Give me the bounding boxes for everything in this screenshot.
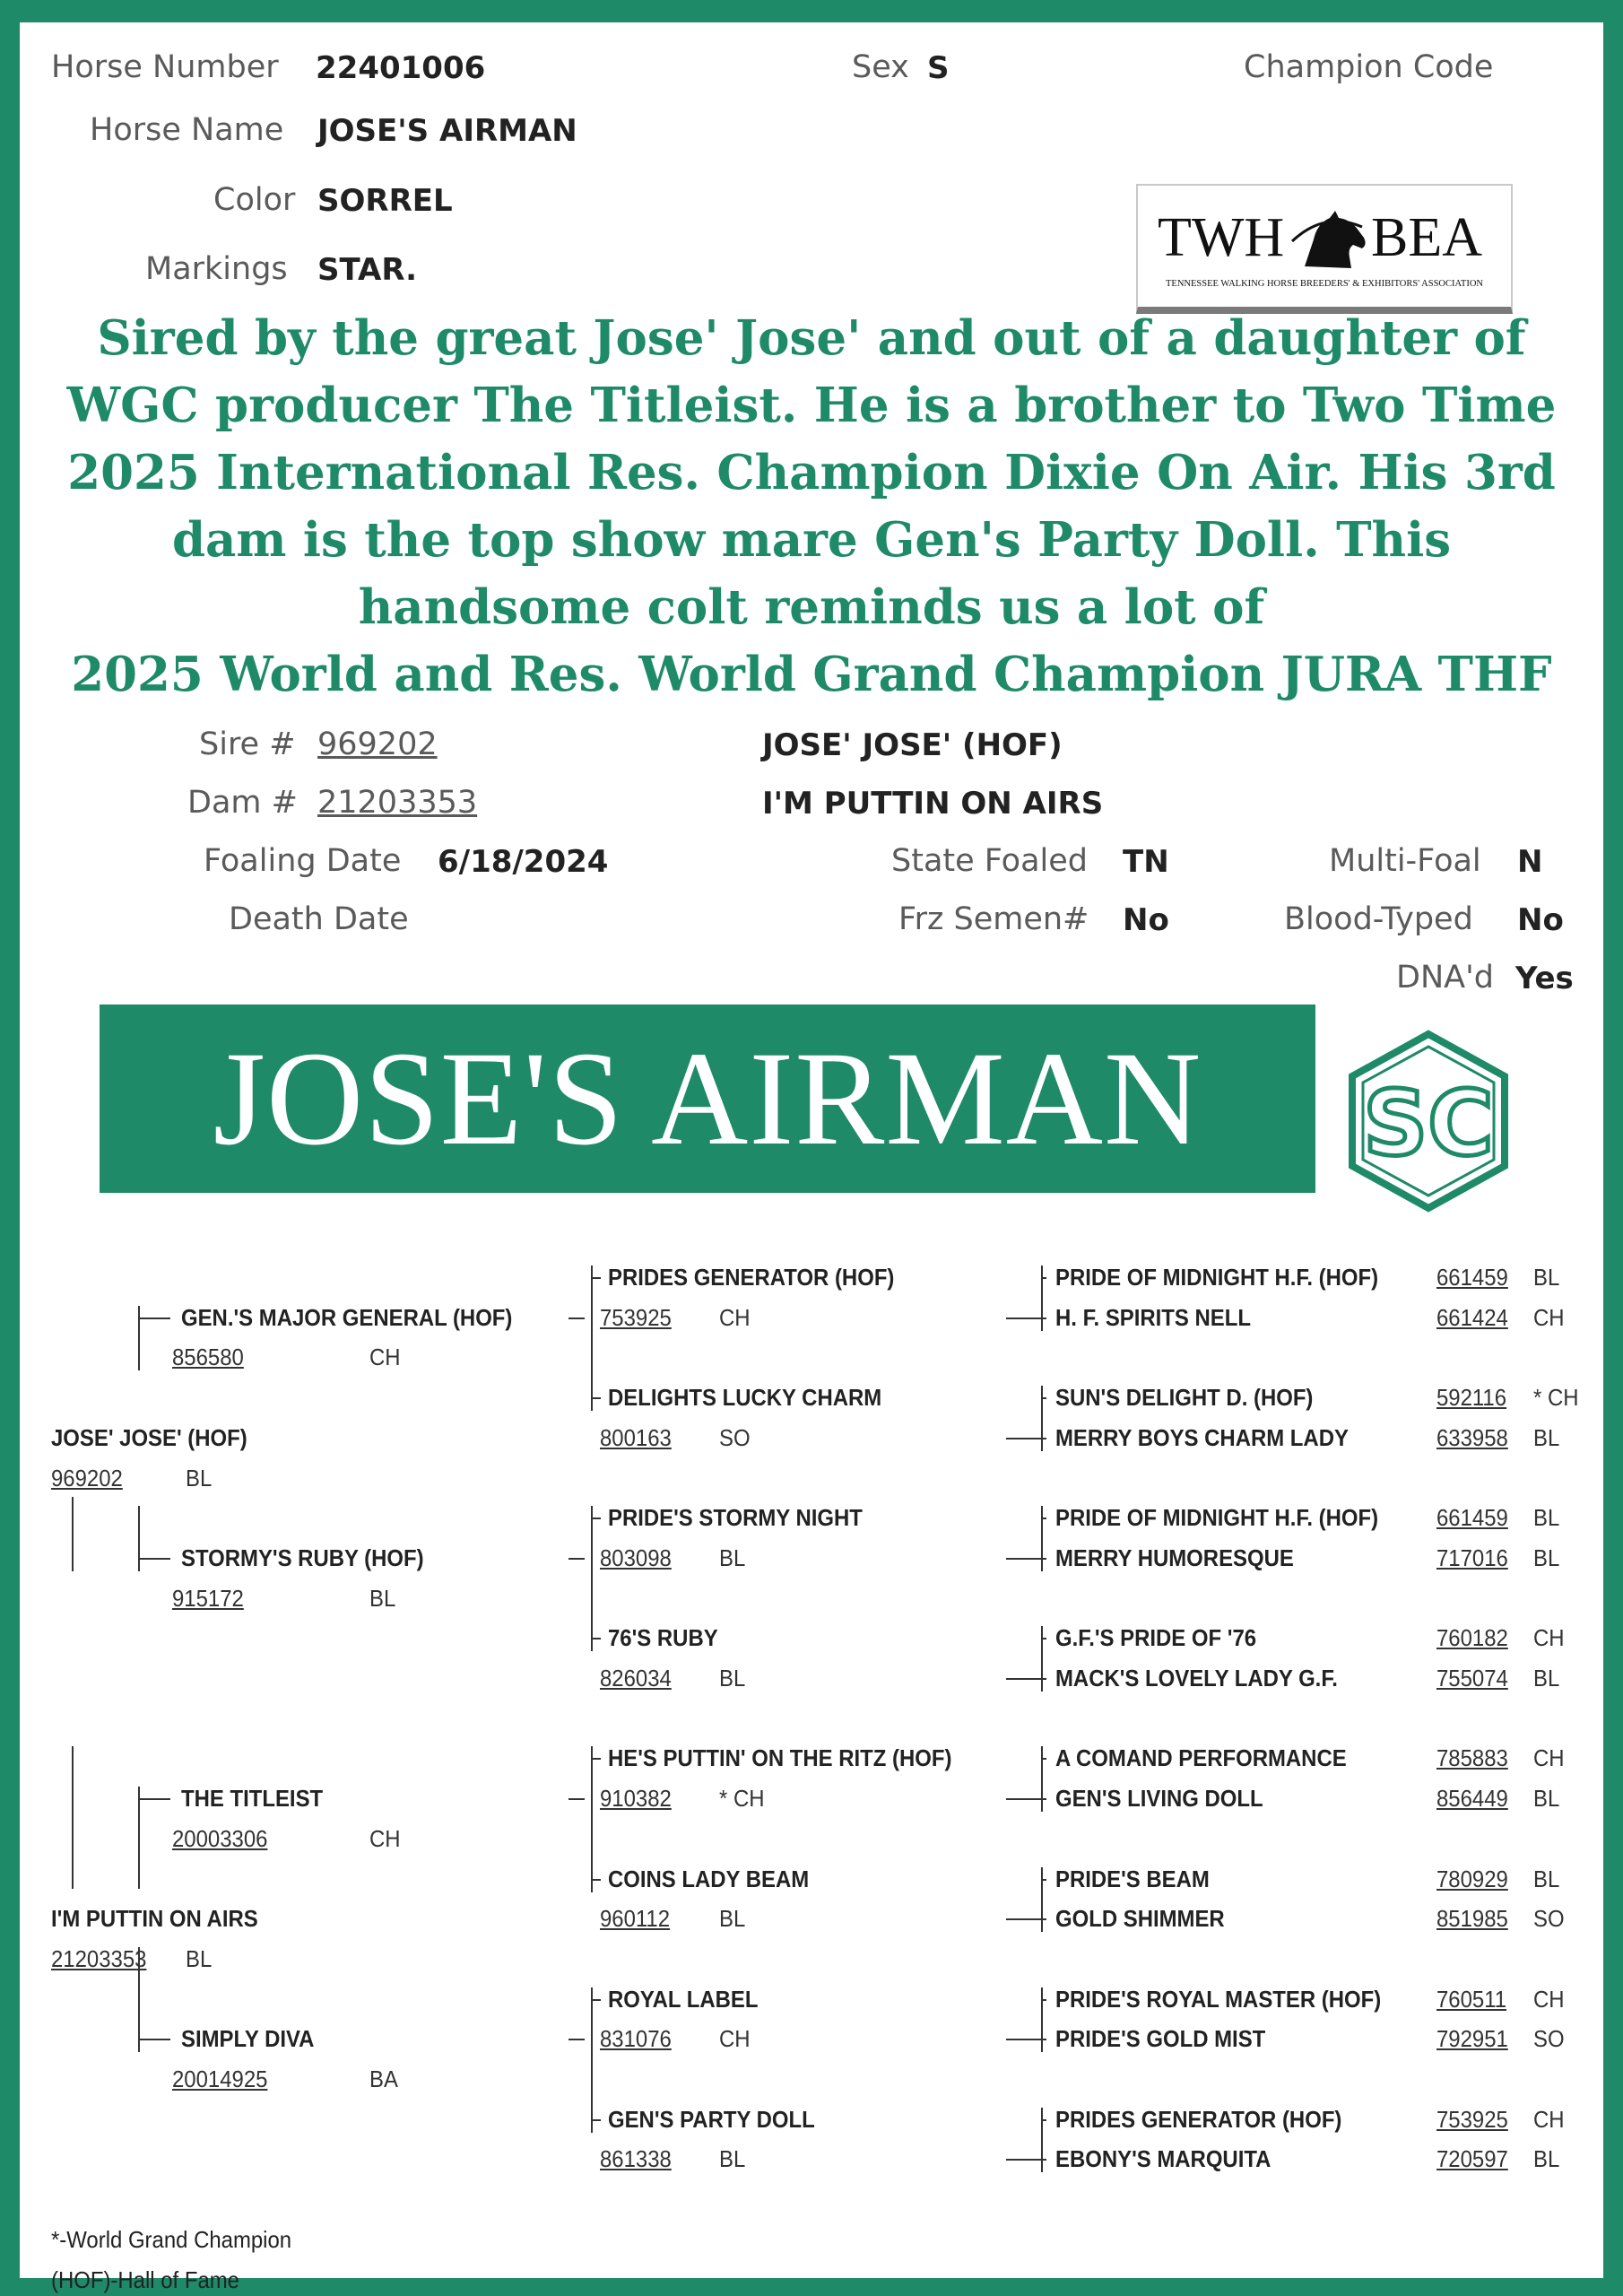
pedigree-gen4-color: BL bbox=[1533, 1424, 1560, 1451]
multi-foal-label: Multi-Foal bbox=[1329, 843, 1481, 879]
pedigree-gen4-name: PRIDE'S GOLD MIST bbox=[1055, 2025, 1266, 2052]
pedigree-gen3-name: HE'S PUTTIN' ON THE RITZ (HOF) bbox=[608, 1744, 952, 1771]
pedigree-gen3-number[interactable]: 800163 bbox=[600, 1424, 672, 1451]
pedigree-gen3-color: BL bbox=[719, 1905, 746, 1932]
pedigree-gen4-number[interactable]: 780929 bbox=[1436, 1866, 1508, 1892]
pedigree-gen4-color: CH bbox=[1533, 1304, 1565, 1331]
pedigree-dam-number[interactable]: 21203353 bbox=[51, 1945, 147, 1972]
pedigree-sire-number[interactable]: 969202 bbox=[51, 1465, 123, 1492]
description-line: 2025 International Res. Champion Dixie On Air. His 3rd bbox=[67, 445, 1556, 500]
pedigree-gen4-number[interactable]: 661424 bbox=[1436, 1304, 1508, 1331]
foaling-date-label: Foaling Date bbox=[204, 843, 402, 879]
pedigree-gen3-color: CH bbox=[719, 1304, 751, 1331]
pedigree-gen4-number[interactable]: 592116 bbox=[1436, 1384, 1507, 1411]
color-label: Color bbox=[213, 182, 296, 218]
pedigree-gen4-color: CH bbox=[1533, 2106, 1565, 2133]
frz-semen-label: Frz Semen# bbox=[898, 901, 1089, 937]
pedigree-gen3-number[interactable]: 910382 bbox=[600, 1785, 672, 1812]
description-line: WGC producer The Titleist. He is a brother to Two Time bbox=[66, 378, 1557, 433]
pedigree-gen3-color: SO bbox=[719, 1424, 751, 1451]
pedigree-gen2-color: CH bbox=[369, 1825, 401, 1852]
blood-typed-value: No bbox=[1517, 902, 1564, 938]
pedigree-gen4-name: GOLD SHIMMER bbox=[1055, 1905, 1225, 1932]
pedigree-sheet bbox=[20, 22, 1603, 2293]
description-line: 2025 World and Res. World Grand Champion JURA THF bbox=[71, 647, 1552, 702]
pedigree-gen4-name: H. F. SPIRITS NELL bbox=[1055, 1304, 1251, 1331]
pedigree-gen4-number[interactable]: 755074 bbox=[1436, 1665, 1508, 1692]
pedigree-gen4-number[interactable]: 661459 bbox=[1436, 1504, 1508, 1531]
pedigree-gen3-name: COINS LADY BEAM bbox=[608, 1866, 810, 1892]
pedigree-gen3-name: 76'S RUBY bbox=[608, 1624, 718, 1651]
description-line: handsome colt reminds us a lot of bbox=[358, 579, 1265, 635]
svg-text:TENNESSEE WALKING HORSE BREEDE: TENNESSEE WALKING HORSE BREEDERS' & EXHIBITORS' ASSOCIATION bbox=[1166, 279, 1483, 289]
pedigree-gen3-color: BL bbox=[719, 2145, 746, 2172]
horse-name-label: Horse Name bbox=[90, 112, 284, 148]
multi-foal-value: N bbox=[1517, 844, 1543, 880]
dam-name: I'M PUTTIN ON AIRS bbox=[762, 786, 1104, 822]
dna-value: Yes bbox=[1515, 961, 1574, 996]
pedigree-gen4-name: PRIDE'S BEAM bbox=[1055, 1866, 1210, 1892]
foaling-date-value: 6/18/2024 bbox=[438, 844, 609, 880]
pedigree-gen4-number[interactable]: 720597 bbox=[1436, 2145, 1508, 2172]
pedigree-gen3-color: * CH bbox=[719, 1785, 765, 1812]
pedigree-gen2-color: BA bbox=[369, 2066, 398, 2092]
dna-label: DNA'd bbox=[1396, 960, 1494, 996]
horse-number-label: Horse Number bbox=[51, 49, 279, 85]
pedigree-gen4-color: BL bbox=[1533, 1866, 1560, 1892]
pedigree-gen4-name: MERRY BOYS CHARM LADY bbox=[1055, 1424, 1349, 1451]
legend-world-champion: *-World Grand Champion bbox=[51, 2226, 292, 2253]
dam-number-link[interactable]: 21203353 bbox=[317, 785, 478, 821]
pedigree-gen3-color: CH bbox=[719, 2025, 751, 2052]
pedigree-gen2-name: THE TITLEIST bbox=[181, 1785, 324, 1812]
color-value: SORREL bbox=[317, 183, 453, 219]
twhbea-logo-graphic bbox=[1138, 186, 1511, 307]
pedigree-sire-color: BL bbox=[186, 1465, 213, 1492]
pedigree-gen4-color: BL bbox=[1533, 1264, 1560, 1291]
pedigree-gen4-color: BL bbox=[1533, 1544, 1560, 1571]
sire-name: JOSE' JOSE' (HOF) bbox=[762, 727, 1063, 763]
pedigree-gen4-number[interactable]: 760511 bbox=[1436, 1986, 1507, 2013]
pedigree-gen4-name: PRIDE OF MIDNIGHT H.F. (HOF) bbox=[1055, 1504, 1379, 1531]
death-date-label: Death Date bbox=[229, 901, 409, 937]
svg-text:TWH: TWH bbox=[1158, 207, 1285, 268]
twhbea-logo bbox=[1136, 184, 1513, 314]
pedigree-gen4-name: A COMAND PERFORMANCE bbox=[1055, 1744, 1347, 1771]
pedigree-gen4-name: EBONY'S MARQUITA bbox=[1055, 2145, 1271, 2172]
sex-label: Sex bbox=[852, 49, 909, 85]
sire-label: Sire # bbox=[199, 726, 296, 762]
horse-name-value: JOSE'S AIRMAN bbox=[317, 113, 577, 149]
pedigree-gen3-color: BL bbox=[719, 1665, 746, 1692]
horse-number-value: 22401006 bbox=[316, 50, 486, 86]
champion-code-label: Champion Code bbox=[1244, 49, 1494, 85]
pedigree-gen2-name: SIMPLY DIVA bbox=[181, 2025, 315, 2052]
pedigree-gen3-name: GEN'S PARTY DOLL bbox=[608, 2106, 815, 2133]
pedigree-dam-name: I'M PUTTIN ON AIRS bbox=[51, 1905, 258, 1932]
description-line: Sired by the great Jose' Jose' and out of a daughter of bbox=[97, 310, 1526, 366]
pedigree-gen4-number[interactable]: 851985 bbox=[1436, 1905, 1508, 1932]
pedigree-gen4-color: SO bbox=[1533, 2025, 1565, 2052]
pedigree-gen4-name: PRIDE'S ROYAL MASTER (HOF) bbox=[1055, 1986, 1382, 2013]
description-line: dam is the top show mare Gen's Party Doll. This bbox=[171, 512, 1452, 568]
pedigree-gen4-color: BL bbox=[1533, 1504, 1560, 1531]
pedigree-gen4-number[interactable]: 760182 bbox=[1436, 1624, 1508, 1651]
description bbox=[47, 305, 1576, 709]
pedigree-gen4-color: BL bbox=[1533, 1785, 1560, 1812]
pedigree-gen4-name: MERRY HUMORESQUE bbox=[1055, 1544, 1294, 1571]
pedigree-gen2-number[interactable]: 20003306 bbox=[172, 1825, 268, 1852]
pedigree-gen4-number[interactable]: 633958 bbox=[1436, 1424, 1508, 1451]
pedigree-gen2-name: STORMY'S RUBY (HOF) bbox=[181, 1544, 424, 1571]
pedigree-gen3-number[interactable]: 960112 bbox=[600, 1905, 671, 1932]
banner-title: JOSE'S AIRMAN bbox=[213, 1024, 1202, 1173]
dam-label: Dam # bbox=[187, 785, 298, 821]
pedigree-gen4-name: GEN'S LIVING DOLL bbox=[1055, 1785, 1263, 1812]
frz-semen-value: No bbox=[1123, 902, 1169, 938]
pedigree-gen4-name: PRIDES GENERATOR (HOF) bbox=[1055, 2106, 1342, 2133]
pedigree-gen4-name: MACK'S LOVELY LADY G.F. bbox=[1055, 1665, 1338, 1692]
pedigree-gen4-number[interactable]: 753925 bbox=[1436, 2106, 1508, 2133]
pedigree-gen2-number[interactable]: 20014925 bbox=[172, 2066, 268, 2092]
pedigree-gen4-color: * CH bbox=[1533, 1384, 1579, 1411]
pedigree-gen4-color: BL bbox=[1533, 2145, 1560, 2172]
pedigree-gen3-color: BL bbox=[719, 1544, 746, 1571]
pedigree-gen2-color: CH bbox=[369, 1344, 401, 1370]
pedigree-gen3-name: ROYAL LABEL bbox=[608, 1986, 759, 2013]
pedigree-gen3-name: PRIDE'S STORMY NIGHT bbox=[608, 1504, 863, 1531]
pedigree-gen4-color: BL bbox=[1533, 1665, 1560, 1692]
name-banner bbox=[100, 1004, 1315, 1193]
legend-hall-of-fame: (HOF)-Hall of Fame bbox=[51, 2266, 239, 2293]
pedigree-sire-name: JOSE' JOSE' (HOF) bbox=[51, 1424, 247, 1451]
pedigree-gen4-number[interactable]: 792951 bbox=[1436, 2025, 1508, 2052]
svg-text:BEA: BEA bbox=[1371, 207, 1482, 268]
pedigree-gen4-name: PRIDE OF MIDNIGHT H.F. (HOF) bbox=[1055, 1264, 1379, 1291]
pedigree-gen4-name: G.F.'S PRIDE OF '76 bbox=[1055, 1624, 1257, 1651]
pedigree-gen3-number[interactable]: 861338 bbox=[600, 2145, 672, 2172]
pedigree-gen4-color: CH bbox=[1533, 1986, 1565, 2013]
pedigree-gen2-number[interactable]: 856580 bbox=[172, 1344, 244, 1370]
markings-value: STAR. bbox=[317, 252, 418, 288]
markings-label: Markings bbox=[145, 251, 288, 287]
pedigree-gen4-number[interactable]: 717016 bbox=[1436, 1544, 1508, 1571]
pedigree-gen3-number[interactable]: 803098 bbox=[600, 1544, 672, 1571]
sc-logo-icon bbox=[1334, 1027, 1523, 1215]
pedigree-gen2-number[interactable]: 915172 bbox=[172, 1585, 244, 1612]
svg-text:SC: SC bbox=[1363, 1071, 1494, 1176]
pedigree-gen4-color: CH bbox=[1533, 1744, 1565, 1771]
pedigree-gen2-color: BL bbox=[369, 1585, 396, 1612]
sex-value: S bbox=[927, 50, 950, 86]
pedigree-gen3-number[interactable]: 753925 bbox=[600, 1304, 672, 1331]
pedigree-gen3-number[interactable]: 831076 bbox=[600, 2025, 672, 2052]
pedigree-gen4-number[interactable]: 856449 bbox=[1436, 1785, 1508, 1812]
pedigree-gen4-color: SO bbox=[1533, 1905, 1565, 1932]
pedigree-gen2-name: GEN.'S MAJOR GENERAL (HOF) bbox=[181, 1304, 513, 1331]
pedigree-gen4-name: SUN'S DELIGHT D. (HOF) bbox=[1055, 1384, 1314, 1411]
blood-typed-label: Blood-Typed bbox=[1284, 901, 1473, 937]
pedigree-gen3-number[interactable]: 826034 bbox=[600, 1665, 672, 1692]
state-foaled-value: TN bbox=[1123, 844, 1169, 880]
pedigree-gen3-name: PRIDES GENERATOR (HOF) bbox=[608, 1264, 895, 1291]
pedigree-dam-color: BL bbox=[186, 1945, 213, 1972]
sire-number-link[interactable]: 969202 bbox=[317, 726, 438, 762]
pedigree-gen4-color: CH bbox=[1533, 1624, 1565, 1651]
pedigree-gen4-number[interactable]: 661459 bbox=[1436, 1264, 1508, 1291]
state-foaled-label: State Foaled bbox=[891, 843, 1088, 879]
pedigree-gen3-name: DELIGHTS LUCKY CHARM bbox=[608, 1384, 882, 1411]
pedigree-gen4-number[interactable]: 785883 bbox=[1436, 1744, 1508, 1771]
